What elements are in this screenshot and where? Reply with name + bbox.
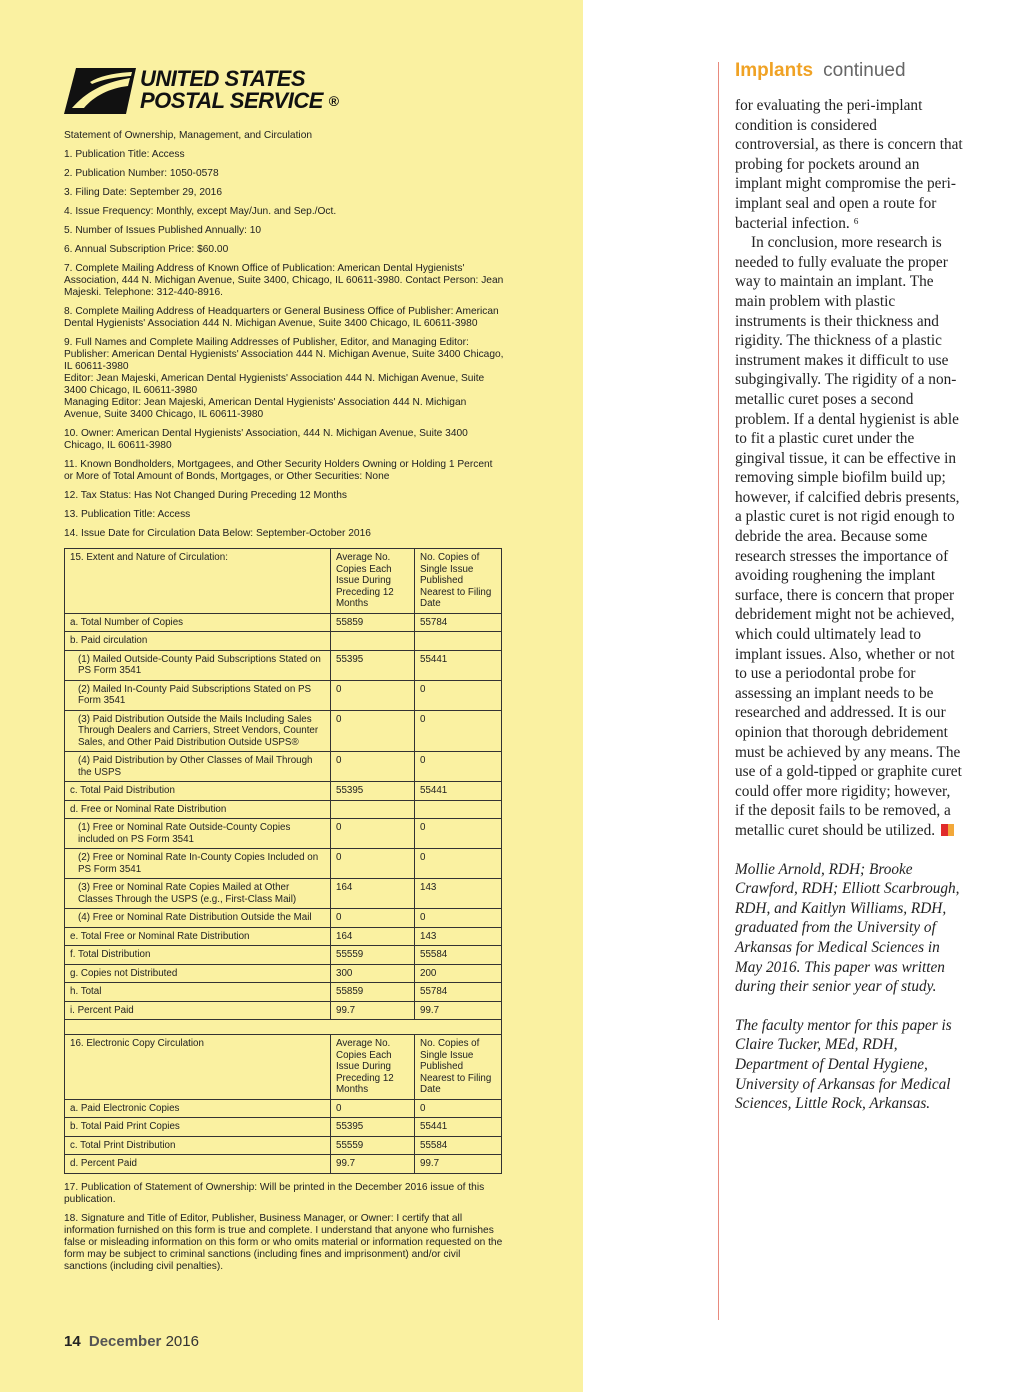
table-label-cell: (3) Free or Nominal Rate Copies Mailed at Other Classes Through the USPS (e.g., First-Class Mail) xyxy=(65,879,331,909)
statement-item: 8. Complete Mailing Address of Headquarters or General Business Office of Publisher: American Dental Hygienists' Association 444 N. Michigan Avenue, Suite 3400 Chicago, IL 60611-3980 xyxy=(64,306,499,329)
statement-item: 1. Publication Title: Access xyxy=(64,149,185,160)
statement-item: 4. Issue Frequency: Monthly, except May/Jun. and Sep./Oct. xyxy=(64,206,337,217)
table-row xyxy=(65,632,502,651)
table-label-cell: (4) Free or Nominal Rate Distribution Outside the Mail xyxy=(65,909,331,928)
table-value-cell: 0 xyxy=(415,849,502,879)
usps-eagle-icon xyxy=(64,68,136,114)
table-row xyxy=(65,849,502,879)
table-header-cell: 15. Extent and Nature of Circulation: xyxy=(65,549,331,614)
table-header-cell: Average No. Copies Each Issue During Preceding 12 Months xyxy=(331,549,415,614)
article-section-title: Implants xyxy=(735,60,814,81)
table-row xyxy=(65,1001,502,1020)
table-value-cell xyxy=(331,800,415,819)
statement-heading: Statement of Ownership, Management, and Circulation xyxy=(64,130,313,141)
table-label-cell: (2) Free or Nominal Rate In-County Copies Included on PS Form 3541 xyxy=(65,849,331,879)
table-value-cell: 55859 xyxy=(331,613,415,632)
table-value-cell: 55859 xyxy=(331,983,415,1002)
table-row xyxy=(65,983,502,1002)
statement-item-9: 9. Full Names and Complete Mailing Addresses of Publisher, Editor, and Managing Editor: Publisher: American Dental Hygienists' Association 444 N. Michigan Avenue, Suite 3400 Chicago, IL 60611-3980 Editor: Jean Majeski, American Dental Hygienists' Association 444 N. Michigan Avenue, Suite 3400 Chicago, IL 60611-3980 Managing Editor: Jean Majeski, American Dental Hygienists' Association 444 N. Michigan Avenue, Suite 3400 Chicago, IL 60611-3980 xyxy=(64,337,504,420)
statement-body xyxy=(64,130,504,1280)
circulation-table xyxy=(64,548,502,1174)
statement-item-18: 18. Signature and Title of Editor, Publisher, Business Manager, or Owner: I certify that all information furnished on this form is true and complete. I understand that anyone who furnishes false or misleading information on this form or who omits material or information requested on the form may be subject to criminal sanctions (including fines and imprisonment) and/or civil sanctions (including civil penalties). xyxy=(64,1212,503,1272)
table-value-cell: 0 xyxy=(415,752,502,782)
table-value-cell xyxy=(415,632,502,651)
table-value-cell: 0 xyxy=(331,1099,415,1118)
table-spacer xyxy=(65,1020,502,1035)
table-value-cell: 164 xyxy=(331,879,415,909)
faculty-mentor-note: The faculty mentor for this paper is Claire Tucker, MEd, RDH, Department of Dental Hygiene, University of Arkansas for Medical Sciences, Little Rock, Arkansas. xyxy=(735,1016,952,1113)
table-value-cell: 143 xyxy=(415,927,502,946)
table-label-cell: h. Total xyxy=(65,983,331,1002)
issue-year: 2016 xyxy=(165,1333,199,1350)
statement-item: 3. Filing Date: September 29, 2016 xyxy=(64,187,223,198)
table-header-row xyxy=(65,1035,502,1100)
table-value-cell: 55395 xyxy=(331,650,415,680)
table-row xyxy=(65,613,502,632)
table-value-cell: 0 xyxy=(331,849,415,879)
table-header-cell: Average No. Copies Each Issue During Preceding 12 Months xyxy=(331,1035,415,1100)
table-value-cell: 55395 xyxy=(331,1118,415,1137)
table-label-cell: (1) Free or Nominal Rate Outside-County Copies included on PS Form 3541 xyxy=(65,819,331,849)
table-label-cell: a. Paid Electronic Copies xyxy=(65,1099,331,1118)
table-row xyxy=(65,800,502,819)
table-value-cell: 99.7 xyxy=(415,1155,502,1174)
page-number: 14 xyxy=(64,1333,81,1350)
article-paragraph: In conclusion, more research is needed to fully evaluate the proper way to maintain an implant. The main problem with plastic instruments is their thickness and rigidity. The thickness of a plastic instrument makes it difficult to use subgingivally. The rigidity of a non-metallic curet poses a second problem. If a dental hygienist is able to fit a plastic curet under the gingival tissue, it can be effective in removing simple biofilm build up; however, if calcified debris presents, a plastic curet is not rigid enough to debride the area. Because some research stresses the importance of avoiding roughening the implant surface, there is concern that proper debridement might not be achieved, which could ultimately lead to implant issues. Also, whether or not to use a periodontal probe for assessing an implant needs to be researched and addressed. It is our opinion that thorough debridement must be achieved by any means. The use of a gold-tipped or graphite curet could offer more rigidity; however, if the deposit fails to be removed, a metallic curet should be utilized. xyxy=(735,234,962,839)
statement-item: 12. Tax Status: Has Not Changed During Preceding 12 Months xyxy=(64,490,347,501)
table-label-cell: c. Total Print Distribution xyxy=(65,1136,331,1155)
table-label-cell: d. Percent Paid xyxy=(65,1155,331,1174)
author-bio: Mollie Arnold, RDH; Brooke Crawford, RDH; Elliott Scarbrough, RDH, and Kaitlyn Williams, RDH, graduated from the University of Arkansas for Medical Sciences in May 2016. This paper was written during their senior year of study. xyxy=(735,860,960,996)
table-value-cell: 0 xyxy=(415,819,502,849)
table-value-cell: 0 xyxy=(415,680,502,710)
table-label-cell: (3) Paid Distribution Outside the Mails Including Sales Through Dealers and Carriers, Street Vendors, Counter Sales, and Other Paid Distribution Outside USPS® xyxy=(65,710,331,752)
table-value-cell: 0 xyxy=(331,710,415,752)
table-value-cell: 0 xyxy=(415,710,502,752)
table-value-cell xyxy=(331,632,415,651)
table-value-cell: 0 xyxy=(415,909,502,928)
table-value-cell: 0 xyxy=(331,752,415,782)
article-body xyxy=(735,96,963,1114)
table-value-cell xyxy=(415,800,502,819)
usps-logo xyxy=(64,66,339,114)
table-label-cell: (1) Mailed Outside-County Paid Subscriptions Stated on PS Form 3541 xyxy=(65,650,331,680)
statement-item: 7. Complete Mailing Address of Known Office of Publication: American Dental Hygienists' Association, 444 N. Michigan Avenue, Suite 3400, Chicago, IL 60611-3980. Contact Person: Jean Majeski. Telephone: 312-440-8916. xyxy=(64,263,504,298)
table-row xyxy=(65,1136,502,1155)
table-value-cell: 0 xyxy=(331,680,415,710)
table-value-cell: 55784 xyxy=(415,983,502,1002)
usps-wordmark-line1: UNITED STATES xyxy=(140,66,306,91)
statement-item-17: 17. Publication of Statement of Ownership: Will be printed in the December 2016 issue of this publication. xyxy=(64,1181,485,1205)
table-header-row xyxy=(65,549,502,614)
table-value-cell: 55559 xyxy=(331,946,415,965)
statement-item: 6. Annual Subscription Price: $60.00 xyxy=(64,244,229,255)
table-header-cell: No. Copies of Single Issue Published Nearest to Filing Date xyxy=(415,1035,502,1100)
table-value-cell: 55584 xyxy=(415,946,502,965)
page-footer xyxy=(64,1333,199,1350)
table-row xyxy=(65,964,502,983)
table-label-cell: c. Total Paid Distribution xyxy=(65,782,331,801)
statement-item: 2. Publication Number: 1050-0578 xyxy=(64,168,219,179)
article-continued-label: continued xyxy=(823,60,906,81)
table-value-cell: 99.7 xyxy=(331,1001,415,1020)
table-row xyxy=(65,1099,502,1118)
table-row xyxy=(65,680,502,710)
table-row xyxy=(65,819,502,849)
usps-wordmark-line2: POSTAL SERVICE ® xyxy=(140,88,339,113)
table-value-cell: 300 xyxy=(331,964,415,983)
table-value-cell: 55441 xyxy=(415,782,502,801)
table-label-cell: (4) Paid Distribution by Other Classes of Mail Through the USPS xyxy=(65,752,331,782)
table-row xyxy=(65,650,502,680)
table-label-cell: b. Paid circulation xyxy=(65,632,331,651)
table-value-cell: 99.7 xyxy=(415,1001,502,1020)
table-value-cell: 55559 xyxy=(331,1136,415,1155)
table-value-cell: 164 xyxy=(331,927,415,946)
table-row xyxy=(65,782,502,801)
table-value-cell: 0 xyxy=(415,1099,502,1118)
table-label-cell: e. Total Free or Nominal Rate Distribution xyxy=(65,927,331,946)
table-row xyxy=(65,1155,502,1174)
table-label-cell: b. Total Paid Print Copies xyxy=(65,1118,331,1137)
statement-item: 13. Publication Title: Access xyxy=(64,509,191,520)
article-header xyxy=(735,60,906,82)
end-mark-icon xyxy=(941,824,954,836)
statement-item: 14. Issue Date for Circulation Data Below: September-October 2016 xyxy=(64,528,371,539)
table-value-cell: 0 xyxy=(331,909,415,928)
table-label-cell: (2) Mailed In-County Paid Subscriptions Stated on PS Form 3541 xyxy=(65,680,331,710)
table-row xyxy=(65,909,502,928)
table-value-cell: 0 xyxy=(331,819,415,849)
table-value-cell: 143 xyxy=(415,879,502,909)
table-value-cell: 55584 xyxy=(415,1136,502,1155)
table-value-cell: 55441 xyxy=(415,650,502,680)
table-row xyxy=(65,752,502,782)
table-value-cell: 200 xyxy=(415,964,502,983)
issue-month: December xyxy=(88,1333,162,1350)
statement-item: 11. Known Bondholders, Mortgagees, and Other Security Holders Owning or Holding 1 Percent or More of Total Amount of Bonds, Mortgages, or Other Securities: None xyxy=(64,459,493,482)
table-label-cell: f. Total Distribution xyxy=(65,946,331,965)
table-value-cell: 99.7 xyxy=(331,1155,415,1174)
column-divider xyxy=(718,62,719,1320)
article-paragraph: for evaluating the peri-implant condition is considered controversial, as there is concern that probing for pockets around an implant might compromise the peri-implant seal and open a route for bacterial infection. ⁶ xyxy=(735,97,963,232)
table-row xyxy=(65,879,502,909)
table-header-cell: 16. Electronic Copy Circulation xyxy=(65,1035,331,1100)
table-label-cell: d. Free or Nominal Rate Distribution xyxy=(65,800,331,819)
table-row xyxy=(65,1118,502,1137)
statement-item: 5. Number of Issues Published Annually: 10 xyxy=(64,225,262,236)
statement-item: 10. Owner: American Dental Hygienists' Association, 444 N. Michigan Avenue, Suite 3400 Chicago, IL 60611-3980 xyxy=(64,428,468,451)
table-row xyxy=(65,946,502,965)
table-label-cell: a. Total Number of Copies xyxy=(65,613,331,632)
table-label-cell: g. Copies not Distributed xyxy=(65,964,331,983)
table-value-cell: 55441 xyxy=(415,1118,502,1137)
table-value-cell: 55395 xyxy=(331,782,415,801)
table-row xyxy=(65,927,502,946)
table-header-cell: No. Copies of Single Issue Published Nearest to Filing Date xyxy=(415,549,502,614)
table-value-cell: 55784 xyxy=(415,613,502,632)
table-row xyxy=(65,710,502,752)
table-label-cell: i. Percent Paid xyxy=(65,1001,331,1020)
